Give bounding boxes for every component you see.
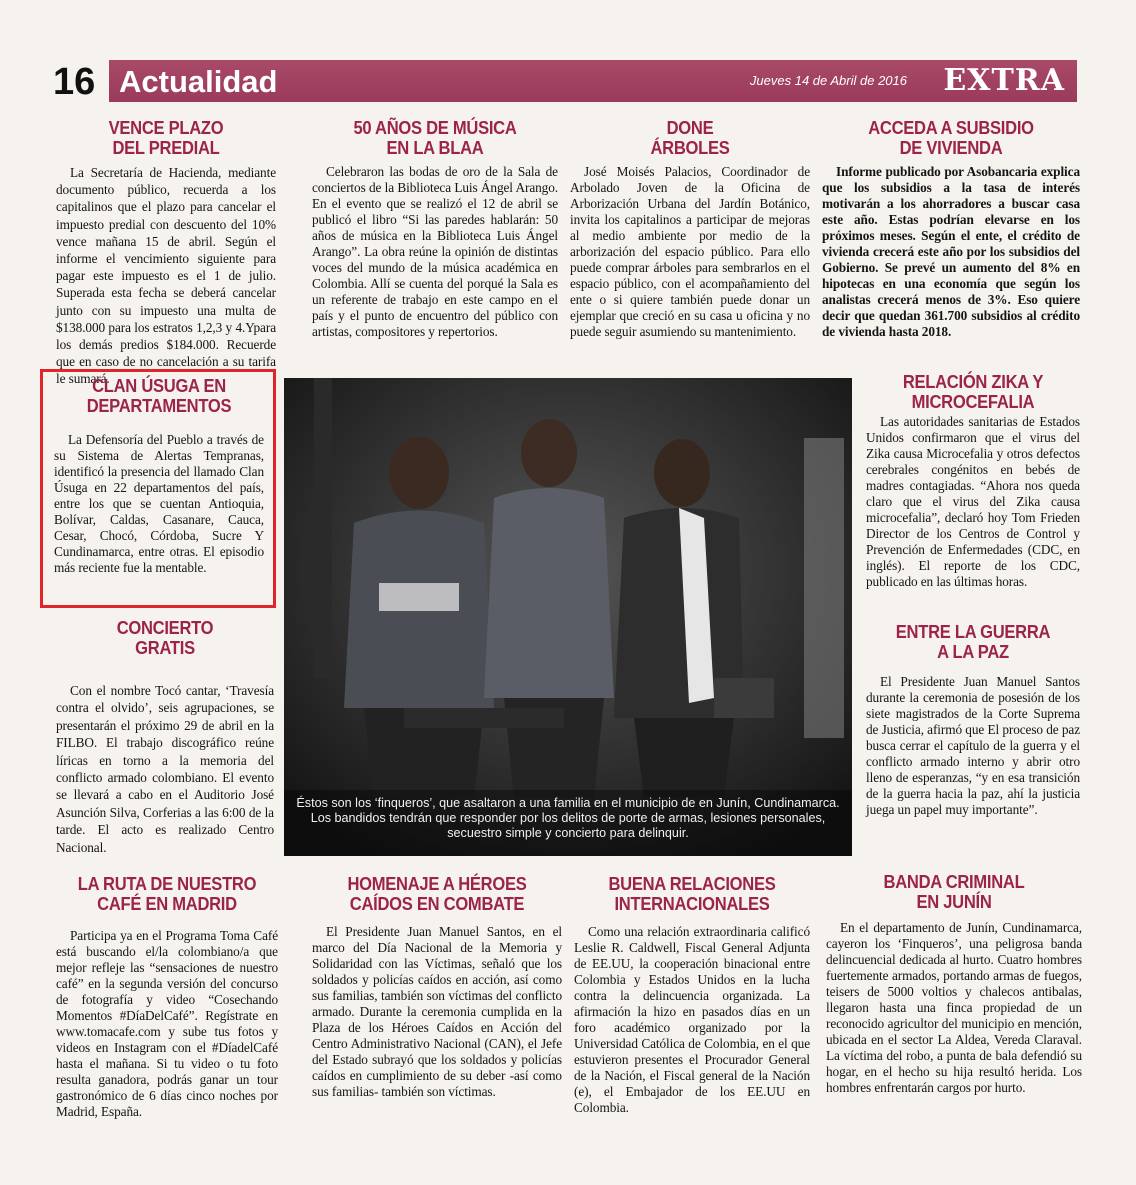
headline-line: LA RUTA DE NUESTRO	[77, 874, 257, 894]
headline-line: BANDA CRIMINAL	[883, 872, 1025, 892]
headline-concierto	[65, 618, 266, 658]
article-clan	[54, 376, 264, 576]
extra-logo: EXTRA	[943, 63, 1065, 98]
headline-line: CAÍDOS EN COMBATE	[349, 894, 525, 914]
headline-line: DONE	[666, 118, 714, 138]
photo-caption: Éstos son los ‘finqueros’, que asaltaron a una familia en el municipio de en Junín, Cundinamarca. Los bandidos tendrán que responder por los delitos de porte de armas, lesiones personales, secuestro simple y concierto para delinquir.	[284, 790, 852, 856]
headline-line: DEL PREDIAL	[112, 138, 220, 158]
body-arboles: José Moisés Palacios, Coordinador de Arbolado Joven de la Oficina de Arborización Urbana del Jardín Botánico, invita los capitalinos a participar de mejoras al medio ambiente por medio de la arborización del espacio público. Para ello puede comprar árboles para sembrarlos en el espacio público, con el acompañamiento del ente o si quiere también puede donar un ejemplar que creció en su casa u oficina y no puede seguir asumiendo su mantenimiento.	[570, 164, 810, 339]
headline-line: HOMENAJE A HÉROES	[347, 874, 527, 894]
article-junin	[826, 872, 1082, 1096]
headline-predial	[65, 118, 267, 158]
headline-line: BUENA RELACIONES	[608, 874, 776, 894]
body-clan: La Defensoría del Pueblo a través de su Sistema de Alertas Tempranas, identificó la presencia del llamado Clan Úsuga en 22 departamentos del país, entre los que se cuentan Antioquia, Bolívar, Caldas, Casanare, Cauca, Cesar, Chocó, Córdoba, Sucre Y Cundinamarca, entre otras. El episodio más reciente fue la mentable.	[54, 432, 264, 575]
headline-line: EN LA BLAA	[386, 138, 484, 158]
headline-line: DE VIVIENDA	[899, 138, 1003, 158]
headline-line: GRATIS	[135, 638, 195, 658]
headline-line: INTERNACIONALES	[614, 894, 770, 914]
body-relaciones: Como una relación extraordinaria calificó Leslie R. Caldwell, Fiscal General Adjunta de EE.UU, la cooperación binacional entre Colombia y Estados Unidos en la lucha contra la delincuencia organizada. La afirmación la hizo en pasados días en un foro académico organizado por la Universidad Católica de Colombia, en el que estuvieron presentes el Procurador General de la Nación, el Fiscal general de la Nación (e), el Embajador de los EE.UU en Colombia.	[574, 924, 810, 1115]
article-arboles	[570, 118, 810, 340]
headline-cafe	[65, 874, 269, 914]
body-zika: Las autoridades sanitarias de Estados Unidos confirmaron que el virus del Zika causa Microcefalia y otros defectos cerebrales congénitos en bebés de madres contagiadas. “Ahora nos queda claro que el virus del Zika causa microcefalia”, declaró hoy Tom Frieden Director de los Centros de Control y Prevención de Enfermedades (CDC, en inglés). El reporte de los CDC, publicado en las últimas horas.	[866, 414, 1080, 589]
article-zika	[866, 372, 1080, 590]
article-relaciones	[574, 874, 810, 1116]
headline-line: EN JUNÍN	[916, 892, 992, 912]
headline-blaa	[322, 118, 548, 158]
headline-line: VENCE PLAZO	[108, 118, 224, 138]
article-predial	[56, 118, 276, 388]
headline-line: ENTRE LA GUERRA	[895, 622, 1051, 642]
headline-line: A LA PAZ	[937, 642, 1009, 662]
headline-line: DEPARTAMENTOS	[86, 396, 232, 416]
headline-line: ÁRBOLES	[650, 138, 730, 158]
article-paz	[866, 622, 1080, 818]
headline-subsidio	[832, 118, 1069, 158]
headline-heroes	[322, 874, 552, 914]
article-cafe	[56, 874, 278, 1120]
page-number: 16	[53, 61, 96, 103]
news-photo	[284, 378, 852, 856]
body-paz: El Presidente Juan Manuel Santos durante la ceremonia de posesión de los siete magistrados de la Corte Suprema de Justicia, afirmó que El proceso de paz busca cerrar el capítulo de la guerra y el conflicto armado interno y abrir otro lleno de esperanzas, “y en esa transición de la guerra hacia la paz, ahí la justicia juega un papel muy importante”.	[866, 674, 1080, 817]
body-heroes: El Presidente Juan Manuel Santos, en el marco del Día Nacional de la Memoria y Solidaridad con las Víctimas, señaló que los soldados y policías caídos en acción, así como sus familias, también son víctimas del conflicto armado. Durante la ceremonia cumplida en la Plaza de los Héroes Caídos en Acción del Centro Administrativo Nacional (CAN), el Jefe del Estado subrayó que los soldados y policías caídos en cumplimiento de su deber -así como sus familias- también son víctimas.	[312, 924, 562, 1099]
photo-illustration	[284, 378, 852, 856]
body-junin: En el departamento de Junín, Cundinamarca, cayeron los ‘Finqueros’, una peligrosa banda delincuencial dedicada al hurto. Cuatro hombres fuertemente armados, portando armas de fuegos, teisers de 5000 voltios y chalecos antibalas, llegaron hasta una finca propiedad de un reconocido agricultor del municipio en mención, ubicada en el sector La Aldea, Vereda Claraval. La víctima del robo, a punta de bala defendió su hogar, en el hecho su hija resultó herida. Los hombres enfrentarán cargos por hurto.	[826, 920, 1082, 1095]
article-subsidio	[822, 118, 1080, 340]
page-header	[53, 60, 1077, 104]
body-subsidio: Informe publicado por Asobancaria explica que los subsidios a la tasa de interés motivarán a los ahorradores a buscar casa este año. Estas podrían elevarse en los próximos meses. Según el ente, el crédito de vivienda crecerá este año por los subsidios del Gobierno. Se prevé un aumento del 8% en hipotecas en una economía que según los analistas crecerá menos de 3%. Eso quiere decir que quedan 361.700 subsidios al crédito de vivienda hasta 2018.	[822, 164, 1080, 339]
issue-date: Jueves 14 de Abril de 2016	[749, 73, 907, 88]
article-blaa	[312, 118, 558, 340]
headline-arboles	[580, 118, 801, 158]
headline-line: CONCIERTO	[116, 618, 214, 638]
headline-relaciones	[583, 874, 800, 914]
headline-zika	[875, 372, 1072, 412]
section-title: Actualidad	[119, 64, 278, 99]
headline-junin	[836, 872, 1072, 912]
headline-line: ACCEDA A SUBSIDIO	[868, 118, 1034, 138]
body-blaa: Celebraron las bodas de oro de la Sala de conciertos de la Biblioteca Luis Ángel Arango. En el evento que se realizó el 12 de abril se publicó el libro “Si las paredes hablarán: 50 años de música en la Biblioteca Luis Ángel Arango”. La obra reúne la opinión de distintas voces del mundo de la música académica en Colombia. Allí se cuenta del porqué la Sala es un referente de trabajo en este campo en el país y el punto de encuentro del público con artistas, compositores y repertorios.	[312, 164, 558, 339]
headline-line: CAFÉ EN MADRID	[97, 894, 237, 914]
section-bar	[109, 60, 1077, 102]
headline-line: 50 AÑOS DE MÚSICA	[353, 118, 517, 138]
headline-line: CLAN ÚSUGA EN	[92, 376, 226, 396]
body-concierto: Con el nombre Tocó cantar, ‘Travesía contra el olvido’, seis agrupaciones, se presentarán el próximo 29 de abril en la FILBO. El trabajo discográfico reúne líricas en torno a la memoria del conflicto armado colombiano. El evento se llevará a cabo en el Auditorio José Asunción Silva, Corferias a las 6:00 de la tarde. El acto es realizado Centro Nacional.	[56, 683, 274, 855]
headline-clan	[62, 376, 255, 416]
article-concierto	[56, 618, 274, 856]
body-cafe: Participa ya en el Programa Toma Café está buscando el/la colombiano/a que mejor refleje las “sensaciones de nuestro café” en la segunda versión del concurso de fotografía y video “Cosechando Momentos #DíaDelCafé”. Regístrate en www.tomacafe.com y sube tus fotos y videos en Instagram con el #DíadelCafé hasta el mañana. Si tu video o tu foto resulta ganadora, podrás ganar un tour gastronómico de 6 días cinco noches por Madrid, España.	[56, 928, 278, 1119]
article-heroes	[312, 874, 562, 1100]
body-predial: La Secretaría de Hacienda, mediante documento público, recuerda a los capitalinos que el plazo para cancelar el impuesto predial con descuento del 10% vence mañana 15 de abril. Según el informe el vencimiento siguiente para pagar este impuesto es el 1 de julio. Superada esta fecha se deberá cancelar junto con su impuesto una multa de $138.000 para los estratos 1,2,3 y 4.Ypara los demás predios $184.000. Recuerde que en caso de no cancelación a su tarifa le sumará.	[56, 165, 276, 387]
headline-paz	[875, 622, 1072, 662]
headline-line: RELACIÓN ZIKA Y	[902, 372, 1044, 392]
headline-line: MICROCEFALIA	[911, 392, 1035, 412]
